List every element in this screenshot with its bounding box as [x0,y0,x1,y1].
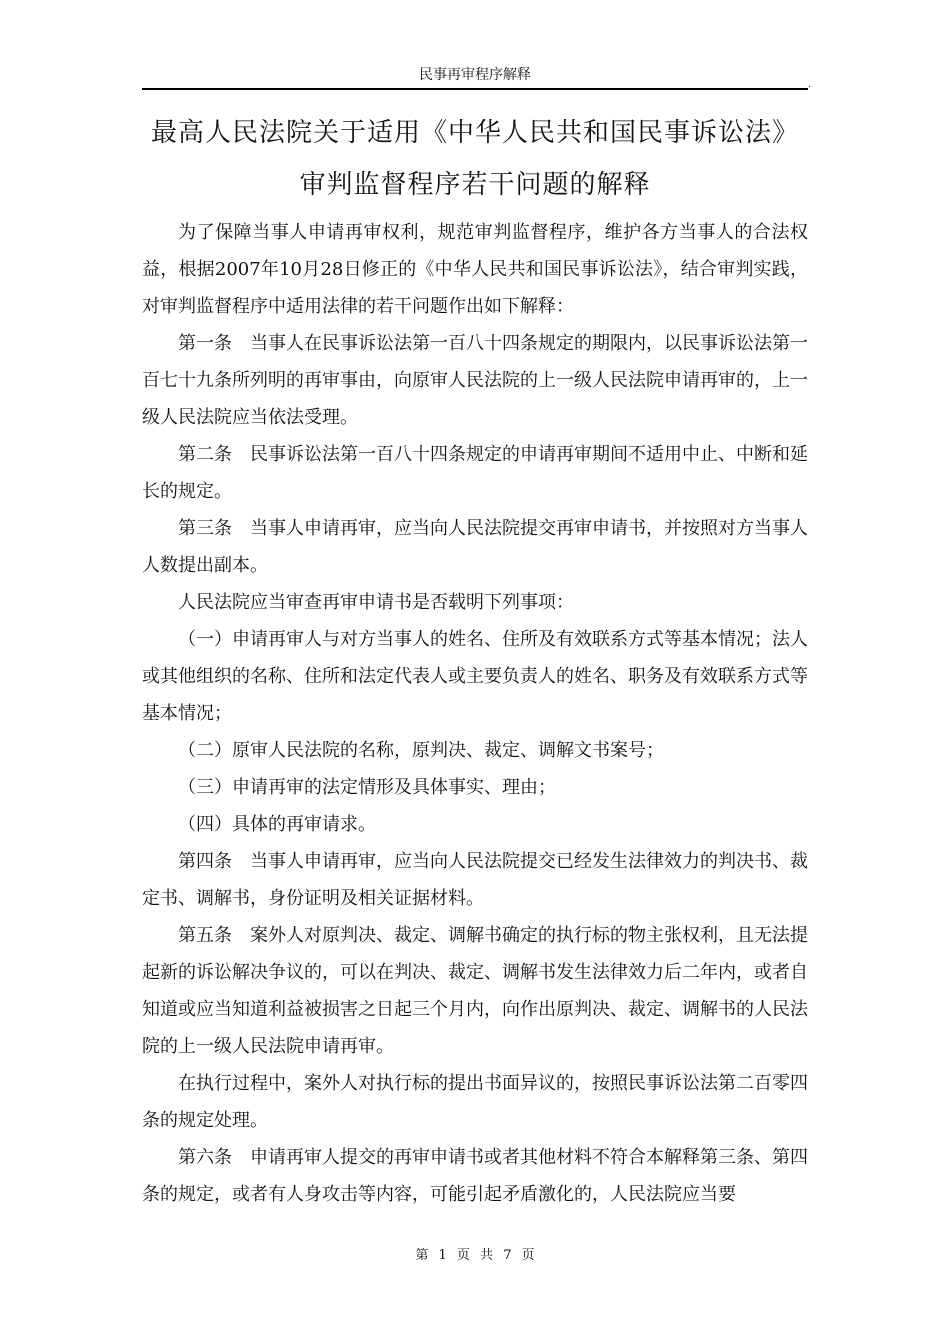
paragraph-article-5: 第五条 案外人对原判决、裁定、调解书确定的执行标的物主张权利，且无法提起新的诉讼解决争议的，可以在判决、裁定、调解书发生法律效力后二年内，或者自知道或应当知道利益被损害之日起三个月内，向作出原判决、裁定、调解书的人民法院的上一级人民法院申请再审。 [142,925,808,1057]
header-end-mark: . [808,79,812,90]
paragraph-article-1: 第一条 当事人在民事诉讼法第一百八十四条规定的期限内，以民事诉讼法第一百七十九条所列明的再审事由，向原审人民法院的上一级人民法院申请再审的，上一级人民法院应当依法受理。 [142,333,808,428]
document-body [142,214,808,1213]
paragraph-article-3: 第三条 当事人申请再审，应当向人民法院提交再审申请书，并按照对方当事人人数提出副本。 [142,518,808,576]
paragraph-article-4: 第四条 当事人申请再审，应当向人民法院提交已经发生法律效力的判决书、裁定书、调解书，身份证明及相关证据材料。 [142,851,808,909]
paragraph-article-5-execution: 在执行过程中，案外人对执行标的提出书面异议的，按照民事诉讼法第二百零四条的规定处理。 [142,1073,808,1131]
header-rule [142,88,808,90]
paragraph-preamble: 为了保障当事人申请再审权利，规范审判监督程序，维护各方当事人的合法权益，根据2007年10月28日修正的《中华人民共和国民事诉讼法》，结合审判实践，对审判监督程序中适用法律的若干问题作出如下解释： [142,222,808,317]
paragraph-item-3: （三）申请再审的法定情形及具体事实、理由； [178,777,556,798]
paragraph-article-2: 第二条 民事诉讼法第一百八十四条规定的申请再审期间不适用中止、中断和延长的规定。 [142,444,808,502]
document-title-line-1: 最高人民法院关于适用《中华人民共和国民事诉讼法》 [150,118,799,148]
document-title-line-2: 审判监督程序若干问题的解释 [299,170,651,200]
paragraph-article-6: 第六条 申请再审人提交的再审申请书或者其他材料不符合本解释第三条、第四条的规定，或者有人身攻击等内容，可能引起矛盾激化的，人民法院应当要 [142,1147,808,1205]
paragraph-article-3-review: 人民法院应当审查再审申请书是否载明下列事项： [178,592,574,613]
running-header: 民事再审程序解释 [419,67,531,83]
paragraph-item-4: （四）具体的再审请求。 [178,814,376,835]
paragraph-item-1: （一）申请再审人与对方当事人的姓名、住所及有效联系方式等基本情况；法人或其他组织的名称、住所和法定代表人或主要负责人的姓名、职务及有效联系方式等基本情况； [142,629,808,724]
page-number-footer: 第 1 页 共 7 页 [415,1248,535,1263]
paragraph-item-2: （二）原审人民法院的名称，原判决、裁定、调解文书案号； [178,740,664,761]
